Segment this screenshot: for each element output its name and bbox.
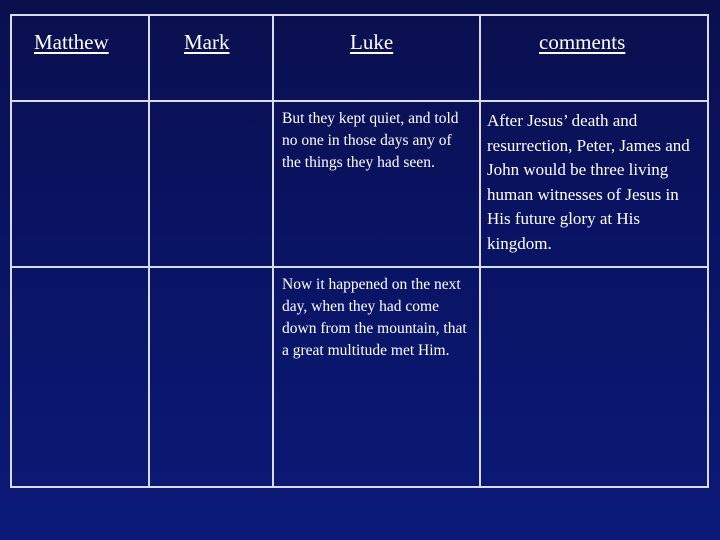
table-row bbox=[11, 267, 708, 487]
cell-matthew bbox=[11, 101, 149, 267]
header-matthew: Matthew bbox=[11, 15, 149, 101]
header-luke: Luke bbox=[273, 15, 480, 101]
header-comments: comments bbox=[480, 15, 708, 101]
cell-comments bbox=[480, 267, 708, 487]
luke-passage: Now it happened on the next day, when they had come down from the mountain, that a great multitude met Him. bbox=[282, 276, 467, 359]
synoptic-comparison-table bbox=[10, 14, 709, 488]
table-header-row bbox=[11, 15, 708, 101]
comment-text: After Jesus’ death and resurrection, Peter, James and John would be three living human witnesses of Jesus in His future glory at His kingdom. bbox=[487, 111, 690, 253]
cell-mark bbox=[149, 101, 273, 267]
cell-luke bbox=[273, 101, 480, 267]
cell-luke bbox=[273, 267, 480, 487]
table-row bbox=[11, 101, 708, 267]
header-mark: Mark bbox=[149, 15, 273, 101]
cell-comments bbox=[480, 101, 708, 267]
cell-mark bbox=[149, 267, 273, 487]
cell-matthew bbox=[11, 267, 149, 487]
comment-text bbox=[481, 268, 707, 275]
luke-passage: But they kept quiet, and told no one in those days any of the things they had seen. bbox=[282, 110, 459, 171]
